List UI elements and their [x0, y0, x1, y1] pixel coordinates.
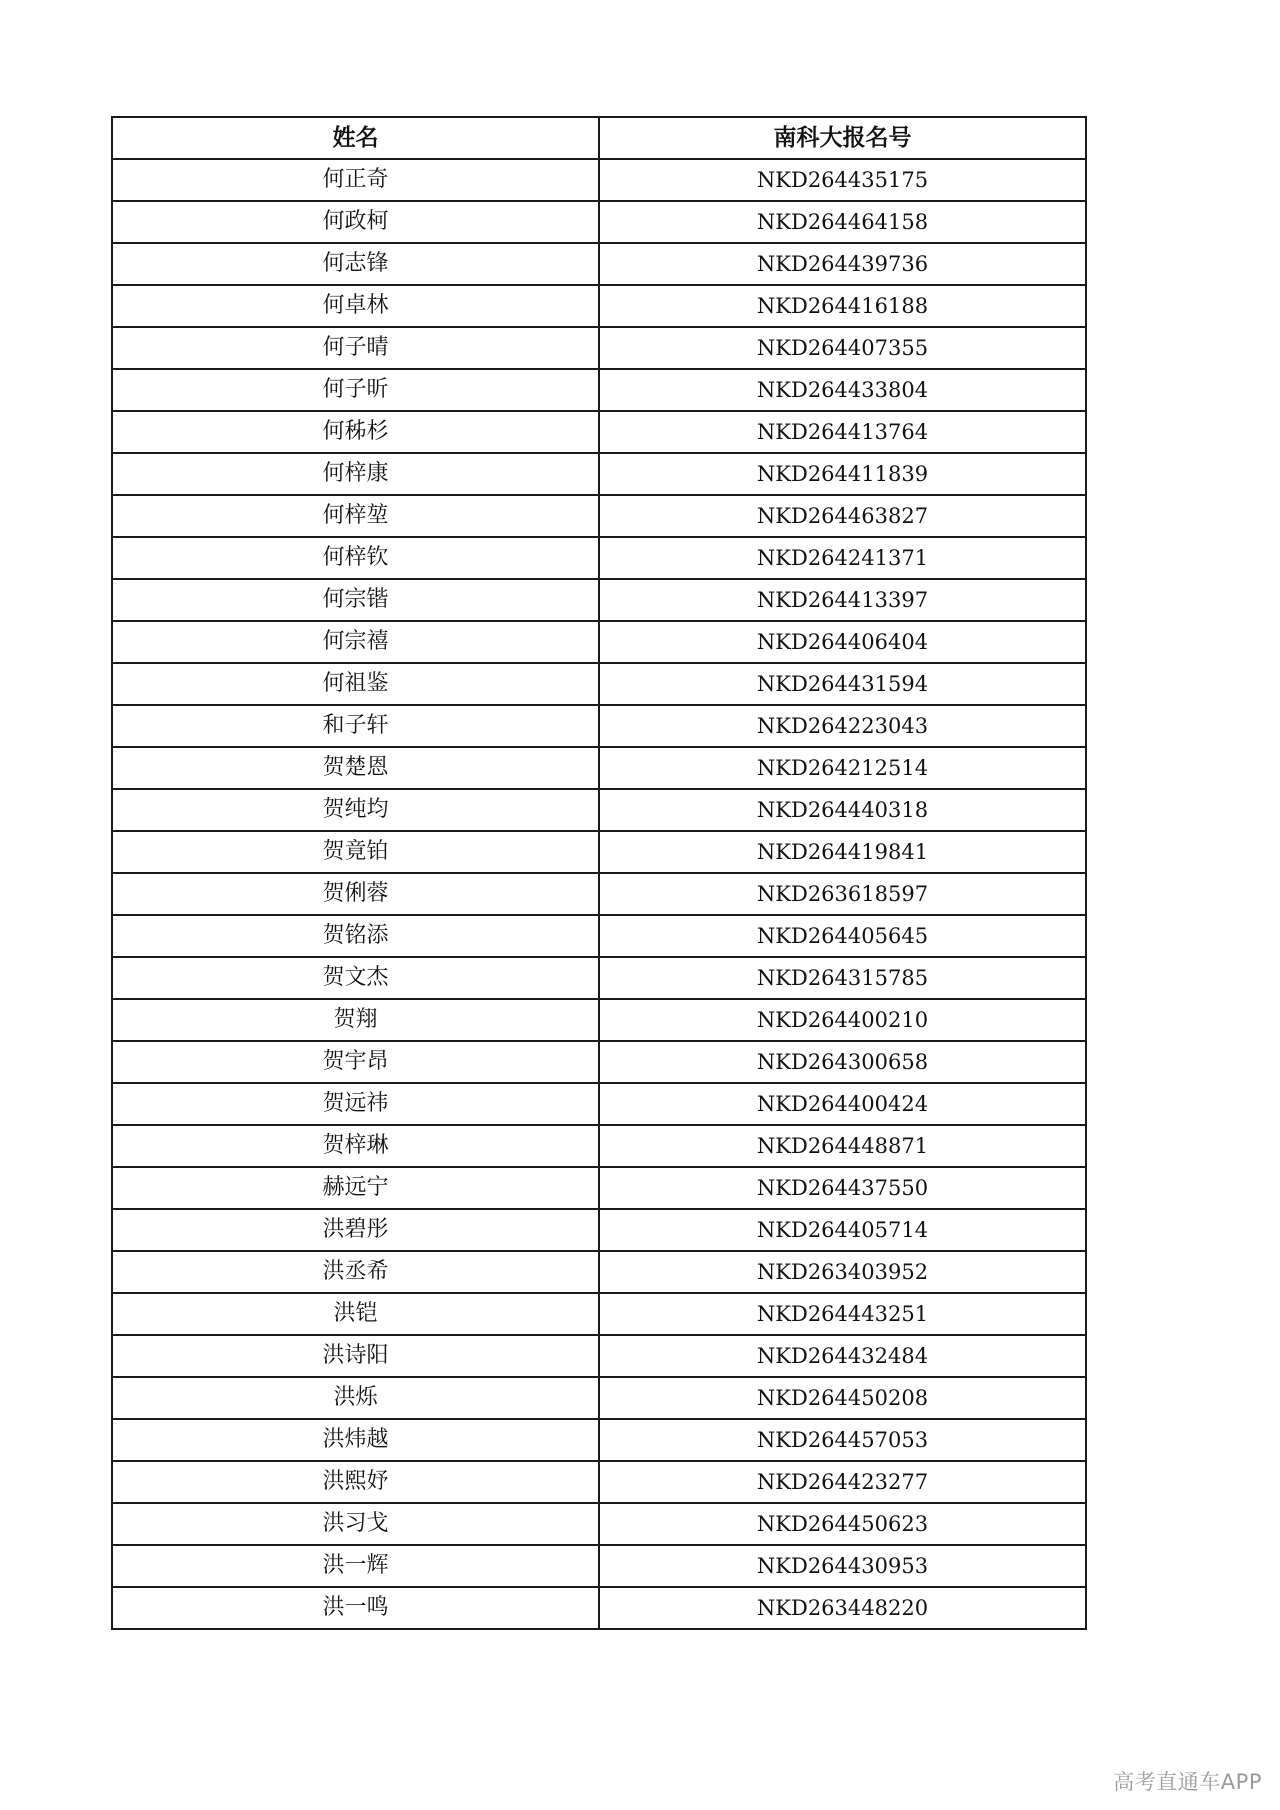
name-cell: 何志锋 — [112, 243, 599, 285]
name-cell: 贺铭添 — [112, 915, 599, 957]
name-cell: 洪熙妤 — [112, 1461, 599, 1503]
id-cell: NKD264432484 — [599, 1335, 1086, 1377]
id-cell: NKD264405714 — [599, 1209, 1086, 1251]
id-cell: NKD263618597 — [599, 873, 1086, 915]
name-cell: 何子晴 — [112, 327, 599, 369]
table-row — [112, 1587, 1086, 1629]
id-cell: NKD264433804 — [599, 369, 1086, 411]
id-cell: NKD264457053 — [599, 1419, 1086, 1461]
table-row — [112, 159, 1086, 201]
id-cell: NKD264315785 — [599, 957, 1086, 999]
id-cell: NKD264223043 — [599, 705, 1086, 747]
id-cell: NKD264411839 — [599, 453, 1086, 495]
id-cell: NKD264212514 — [599, 747, 1086, 789]
name-cell: 洪烁 — [112, 1377, 599, 1419]
table-row — [112, 831, 1086, 873]
name-cell: 何卓林 — [112, 285, 599, 327]
id-cell: NKD264448871 — [599, 1125, 1086, 1167]
table-row — [112, 1377, 1086, 1419]
table-row — [112, 1125, 1086, 1167]
name-cell: 洪一辉 — [112, 1545, 599, 1587]
table-header-row — [112, 117, 1086, 159]
id-cell: NKD264419841 — [599, 831, 1086, 873]
name-cell: 贺翔 — [112, 999, 599, 1041]
id-cell: NKD264406404 — [599, 621, 1086, 663]
id-cell: NKD264423277 — [599, 1461, 1086, 1503]
name-cell: 何宗锴 — [112, 579, 599, 621]
id-cell: NKD264431594 — [599, 663, 1086, 705]
id-cell: NKD264405645 — [599, 915, 1086, 957]
table-row — [112, 621, 1086, 663]
name-cell: 贺远祎 — [112, 1083, 599, 1125]
name-cell: 贺梓琳 — [112, 1125, 599, 1167]
id-cell: NKD264443251 — [599, 1293, 1086, 1335]
table-row — [112, 453, 1086, 495]
name-cell: 何梓康 — [112, 453, 599, 495]
roster-table — [111, 116, 1087, 1630]
name-cell: 洪诗阳 — [112, 1335, 599, 1377]
name-cell: 何梓堃 — [112, 495, 599, 537]
name-cell: 洪丞希 — [112, 1251, 599, 1293]
name-cell: 何子昕 — [112, 369, 599, 411]
table-row — [112, 663, 1086, 705]
name-cell: 何政柯 — [112, 201, 599, 243]
name-cell: 何秭杉 — [112, 411, 599, 453]
id-cell: NKD264450623 — [599, 1503, 1086, 1545]
id-cell: NKD264439736 — [599, 243, 1086, 285]
name-cell: 贺宇昂 — [112, 1041, 599, 1083]
id-column-header: 南科大报名号 — [599, 117, 1086, 159]
table-row — [112, 1167, 1086, 1209]
name-cell: 何祖鉴 — [112, 663, 599, 705]
table-row — [112, 1335, 1086, 1377]
table-row — [112, 1545, 1086, 1587]
table-row — [112, 999, 1086, 1041]
table-row — [112, 579, 1086, 621]
name-cell: 贺楚恩 — [112, 747, 599, 789]
id-cell: NKD264440318 — [599, 789, 1086, 831]
id-cell: NKD264407355 — [599, 327, 1086, 369]
table-row — [112, 1083, 1086, 1125]
table-row — [112, 1251, 1086, 1293]
name-cell: 何梓钦 — [112, 537, 599, 579]
id-cell: NKD264400424 — [599, 1083, 1086, 1125]
id-cell: NKD263448220 — [599, 1587, 1086, 1629]
name-cell: 贺俐蓉 — [112, 873, 599, 915]
id-cell: NKD264413764 — [599, 411, 1086, 453]
table-row — [112, 201, 1086, 243]
table-row — [112, 705, 1086, 747]
id-cell: NKD264450208 — [599, 1377, 1086, 1419]
table-row — [112, 411, 1086, 453]
table-row — [112, 1209, 1086, 1251]
table-row — [112, 1419, 1086, 1461]
name-cell: 贺纯均 — [112, 789, 599, 831]
name-column-header: 姓名 — [112, 117, 599, 159]
table-row — [112, 747, 1086, 789]
name-cell: 洪碧彤 — [112, 1209, 599, 1251]
name-cell: 贺竟铂 — [112, 831, 599, 873]
id-cell: NKD264435175 — [599, 159, 1086, 201]
id-cell: NKD264464158 — [599, 201, 1086, 243]
table-row — [112, 957, 1086, 999]
name-cell: 何正奇 — [112, 159, 599, 201]
id-cell: NKD264400210 — [599, 999, 1086, 1041]
id-cell: NKD264437550 — [599, 1167, 1086, 1209]
table-row — [112, 243, 1086, 285]
table-row — [112, 1503, 1086, 1545]
table-row — [112, 1461, 1086, 1503]
name-cell: 洪一鸣 — [112, 1587, 599, 1629]
name-cell: 洪炜越 — [112, 1419, 599, 1461]
watermark-text: 高考直通车APP — [1113, 1770, 1262, 1794]
id-cell: NKD264300658 — [599, 1041, 1086, 1083]
table-body — [112, 159, 1086, 1629]
id-cell: NKD264430953 — [599, 1545, 1086, 1587]
table-row — [112, 1293, 1086, 1335]
table-row — [112, 327, 1086, 369]
table-row — [112, 537, 1086, 579]
name-cell: 洪铠 — [112, 1293, 599, 1335]
table-row — [112, 873, 1086, 915]
name-cell: 赫远宁 — [112, 1167, 599, 1209]
name-cell: 和子轩 — [112, 705, 599, 747]
table-row — [112, 285, 1086, 327]
table-row — [112, 1041, 1086, 1083]
id-cell: NKD264413397 — [599, 579, 1086, 621]
id-cell: NKD263403952 — [599, 1251, 1086, 1293]
name-cell: 洪习戈 — [112, 1503, 599, 1545]
id-cell: NKD264241371 — [599, 537, 1086, 579]
name-cell: 何宗禧 — [112, 621, 599, 663]
id-cell: NKD264416188 — [599, 285, 1086, 327]
table-row — [112, 495, 1086, 537]
table-row — [112, 369, 1086, 411]
name-cell: 贺文杰 — [112, 957, 599, 999]
table-row — [112, 789, 1086, 831]
id-cell: NKD264463827 — [599, 495, 1086, 537]
table-row — [112, 915, 1086, 957]
